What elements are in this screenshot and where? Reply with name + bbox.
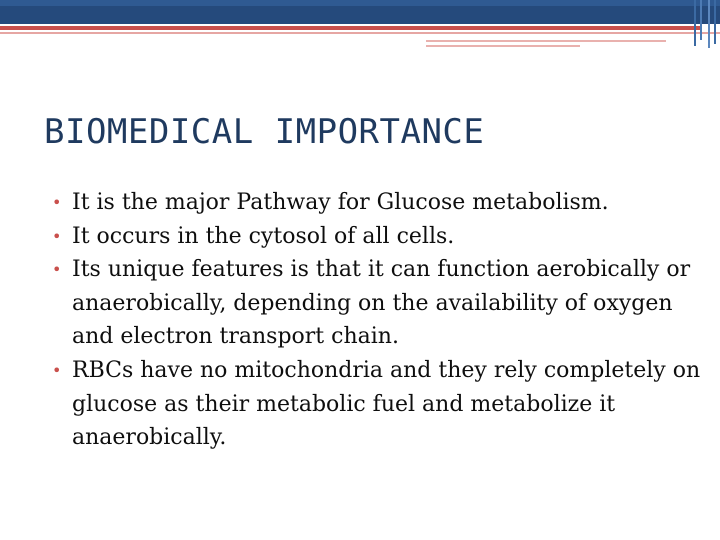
bullet-item <box>50 253 710 354</box>
vertical-stripe <box>708 0 710 48</box>
bullet-text: It is the major Pathway for Glucose metabolism. <box>72 190 609 215</box>
pink-accent-short-line <box>426 40 666 42</box>
vertical-stripe <box>694 0 696 46</box>
red-accent-line <box>0 26 700 30</box>
pink-accent-line <box>0 32 720 34</box>
slide-title: BIOMEDICAL IMPORTANCE <box>44 112 485 152</box>
bullet-list <box>50 186 710 455</box>
bullet-text: It occurs in the cytosol of all cells. <box>72 223 455 249</box>
top-blue-band-highlight <box>0 0 720 6</box>
bullet-icon: • <box>52 226 62 246</box>
bullet-item <box>50 220 710 254</box>
bullet-item <box>50 186 710 220</box>
bullet-icon: • <box>52 360 62 380</box>
vertical-stripe <box>700 0 702 40</box>
bullet-item <box>50 354 710 455</box>
pink-accent-shorter-line <box>426 45 580 47</box>
bullet-icon: • <box>52 260 62 280</box>
bullet-text: RBCs have no mitochondria and they rely completely on glucose as their metabolic fuel and metabolize it anaerobically. <box>72 357 701 451</box>
bullet-text: Its unique features is that it can function aerobically or anaerobically, depending on the availability of oxygen and electron transport chain. <box>72 257 691 350</box>
vertical-stripe <box>714 0 716 44</box>
bullet-icon: • <box>52 193 62 212</box>
